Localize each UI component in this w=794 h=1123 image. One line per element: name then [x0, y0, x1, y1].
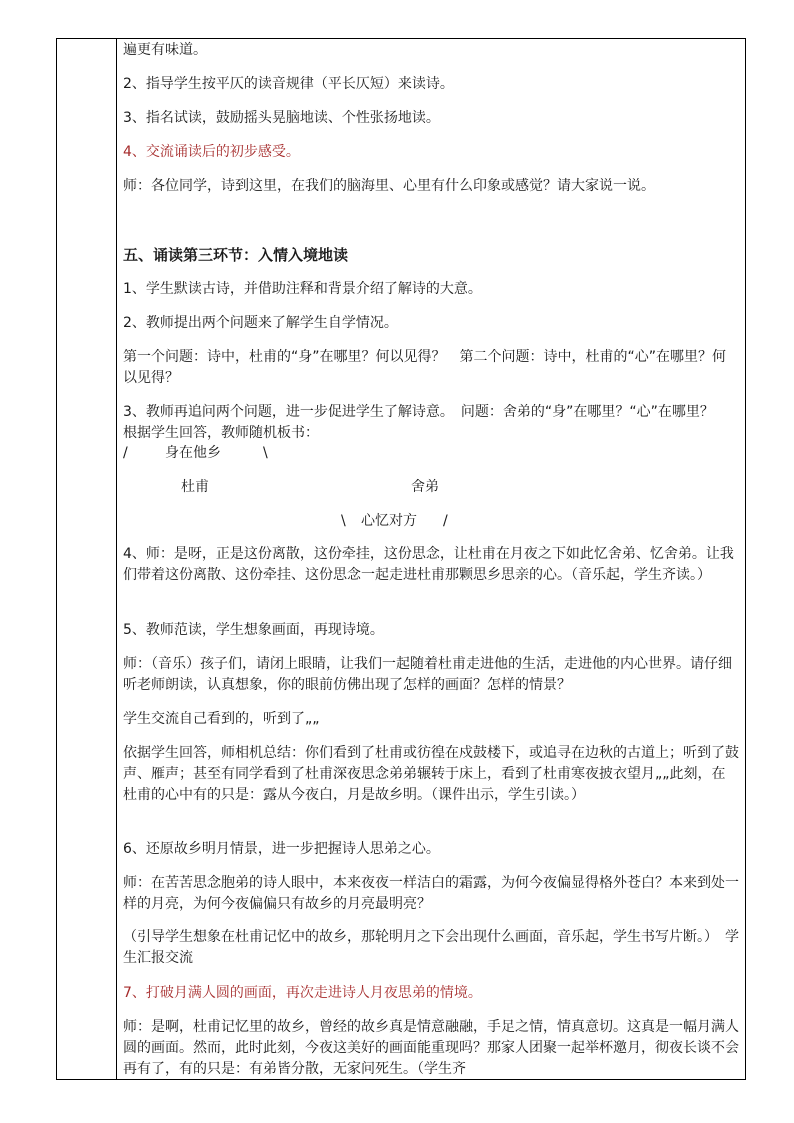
paragraph: 师：是啊，杜甫记忆里的故乡，曾经的故乡真是情意融融，手足之情，情真意切。这真是一幅月满人圆的画面。然而，此时此刻，今夜这美好的画面能重现吗？那家人团聚一起举杯邀月，彻夜长谈不会再有了，有的只是：有弟皆分散，无家问死生。（学生齐: [123, 1019, 739, 1077]
paragraph: 师：（音乐）孩子们，请闭上眼睛，让我们一起随着杜甫走进他的生活，走进他的内心世界。请仔细听老师朗读，认真想象，你的眼前仿佛出现了怎样的画面？怎样的情景？: [123, 656, 732, 693]
board-slash-right: /: [443, 513, 448, 529]
section-heading: 五、诵读第三环节：入情入境地读: [123, 246, 349, 264]
board-slash-left: /: [123, 445, 128, 461]
board-backslash-right: \: [263, 445, 268, 461]
board-left-name: 杜甫: [181, 479, 209, 495]
paragraph: 学生交流自己看到的，听到了„„: [123, 711, 320, 727]
paragraph: 师：各位同学，诗到这里，在我们的脑海里、心里有什么印象或感觉？请大家说一说。: [123, 178, 655, 194]
paragraph: 2、教师提出两个问题来了解学生自学情况。: [123, 315, 398, 331]
paragraph: 3、指名试读，鼓励摇头晃脑地读、个性张扬地读。: [123, 110, 440, 126]
lesson-content-cell: [123, 39, 739, 1079]
board-backslash-left: \: [341, 513, 346, 529]
paragraph: 4、师：是呀，正是这份离散，这份牵挂，这份思念，让杜甫在月夜之下如此忆舍弟、忆舍弟。让我们带着这份离散、这份牵挂、这份思念一起走进杜甫那颗思乡思亲的心。（音乐起，学生齐读。）: [123, 546, 734, 583]
paragraph: 第一个问题：诗中，杜甫的“身”在哪里？何以见得？ 第二个问题：诗中，杜甫的“心”在哪里？何以见得？: [123, 349, 727, 386]
board-right-name: 舍弟: [411, 479, 439, 495]
paragraph: 5、教师范读，学生想象画面，再现诗境。: [123, 622, 384, 638]
paragraph: 依据学生回答，师相机总结：你们看到了杜甫或彷徨在戍鼓楼下，或追寻在边秋的古道上；听到了鼓声、雁声；甚至有同学看到了杜甫深夜思念弟弟辗转于床上，看到了杜甫寒夜披衣望月„„此刻，在杜甫的心中有的只是：露从今夜白，月是故乡明。（课件出示，学生引读。）: [123, 745, 739, 803]
board-bottom-phrase: 心忆对方: [361, 513, 417, 529]
paragraph: （引导学生想象在杜甫记忆中的故乡，那轮明月之下会出现什么画面，音乐起，学生书写片断。） 学生汇报交流: [123, 929, 739, 966]
paragraph: 遍更有味道。: [123, 42, 207, 58]
column-divider: [116, 39, 117, 1079]
paragraph: 7、打破月满人圆的画面，再次走进诗人月夜思弟的情境。: [123, 985, 482, 1001]
paragraph: 3、教师再追问两个问题，进一步促进学生了解诗意。 问题：舍弟的“身”在哪里？“心”在哪里？ 根据学生回答，教师随机板书：: [123, 404, 728, 441]
paragraph: 6、还原故乡明月情景，进一步把握诗人思弟之心。: [123, 841, 440, 857]
lesson-table: [56, 38, 746, 1080]
paragraph: 1、学生默读古诗，并借助注释和背景介绍了解诗的大意。: [123, 281, 482, 297]
board-top-phrase: 身在他乡: [165, 445, 221, 461]
paragraph: 4、交流诵读后的初步感受。: [123, 144, 300, 160]
paragraph: 师：在苦苦思念胞弟的诗人眼中，本来夜夜一样洁白的霜露，为何今夜偏显得格外苍白？本来到处一样的月亮，为何今夜偏偏只有故乡的月亮最明亮？: [123, 875, 739, 912]
paragraph: 2、指导学生按平仄的读音规律（平长仄短）来读诗。: [123, 76, 454, 92]
